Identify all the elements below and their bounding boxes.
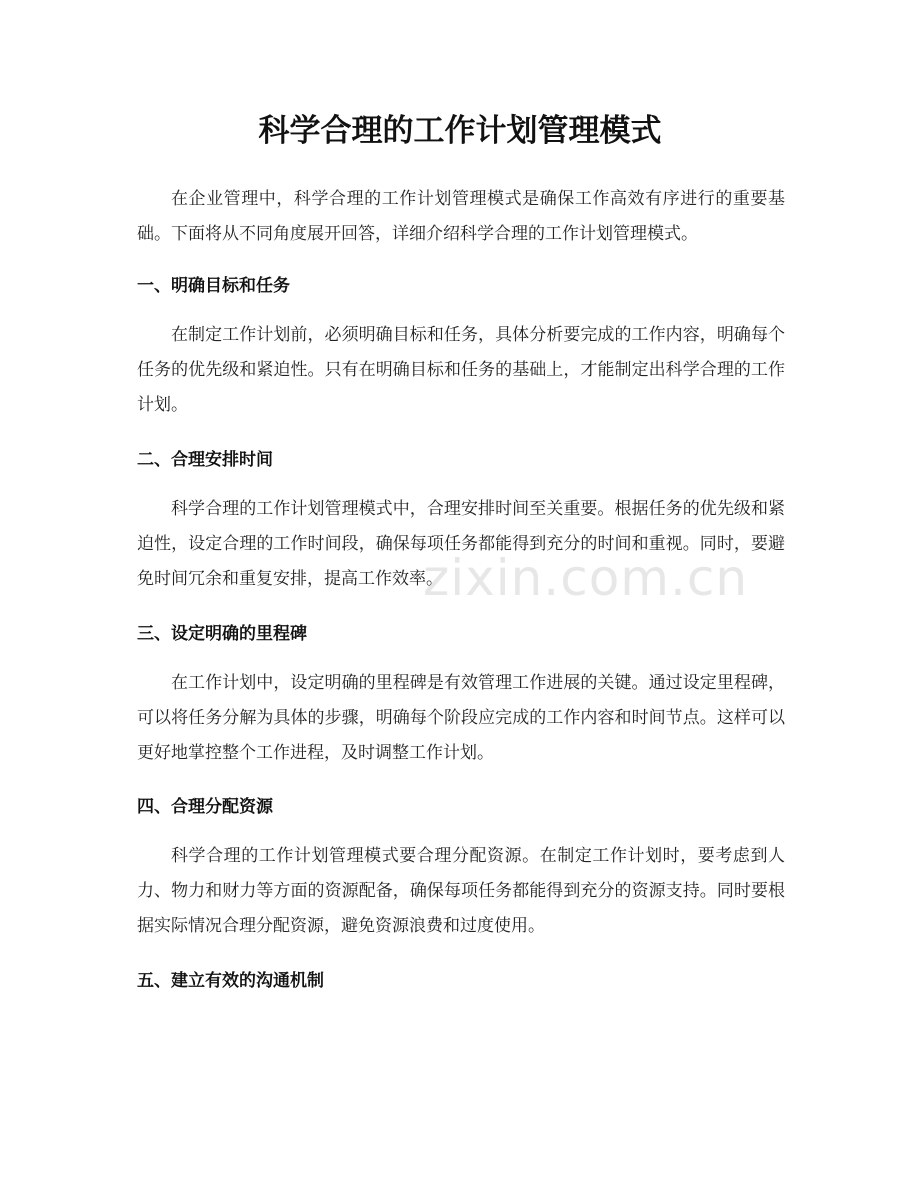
watermark: zixin.com.cn — [423, 549, 749, 607]
section-heading-2: 二、合理安排时间 — [137, 450, 273, 470]
intro-paragraph: 在企业管理中，科学合理的工作计划管理模式是确保工作高效有序进行的重要基础。下面将从不同角度展开回答，详细介绍科学合理的工作计划管理模式。 — [137, 189, 785, 244]
section-heading-4: 四、合理分配资源 — [137, 797, 273, 817]
document-title: 科学合理的工作计划管理模式 — [258, 113, 662, 149]
section-body-4: 科学合理的工作计划管理模式要合理分配资源。在制定工作计划时，要考虑到人力、物力和财力等方面的资源配备，确保每项任务都能得到充分的资源支持。同时要根据实际情况合理分配资源，避免资源浪费和过度使用。 — [137, 846, 785, 936]
section-body-2: 科学合理的工作计划管理模式中，合理安排时间至关重要。根据任务的优先级和紧迫性，设定合理的工作时间段，确保每项任务都能得到充分的时间和重视。同时，要避免时间冗余和重复安排，提高工作效率。 — [137, 499, 785, 589]
section-heading-5: 五、建立有效的沟通机制 — [137, 971, 324, 991]
section-heading-1: 一、明确目标和任务 — [137, 276, 290, 296]
section-body-1: 在制定工作计划前，必须明确目标和任务，具体分析要完成的工作内容，明确每个任务的优先级和紧迫性。只有在明确目标和任务的基础上，才能制定出科学合理的工作计划。 — [137, 325, 785, 415]
section-heading-3: 三、设定明确的里程碑 — [137, 624, 307, 644]
section-body-3: 在工作计划中，设定明确的里程碑是有效管理工作进展的关键。通过设定里程碑，可以将任务分解为具体的步骤，明确每个阶段应完成的工作内容和时间节点。这样可以更好地掌控整个工作进程，及时调整工作计划。 — [137, 673, 785, 763]
